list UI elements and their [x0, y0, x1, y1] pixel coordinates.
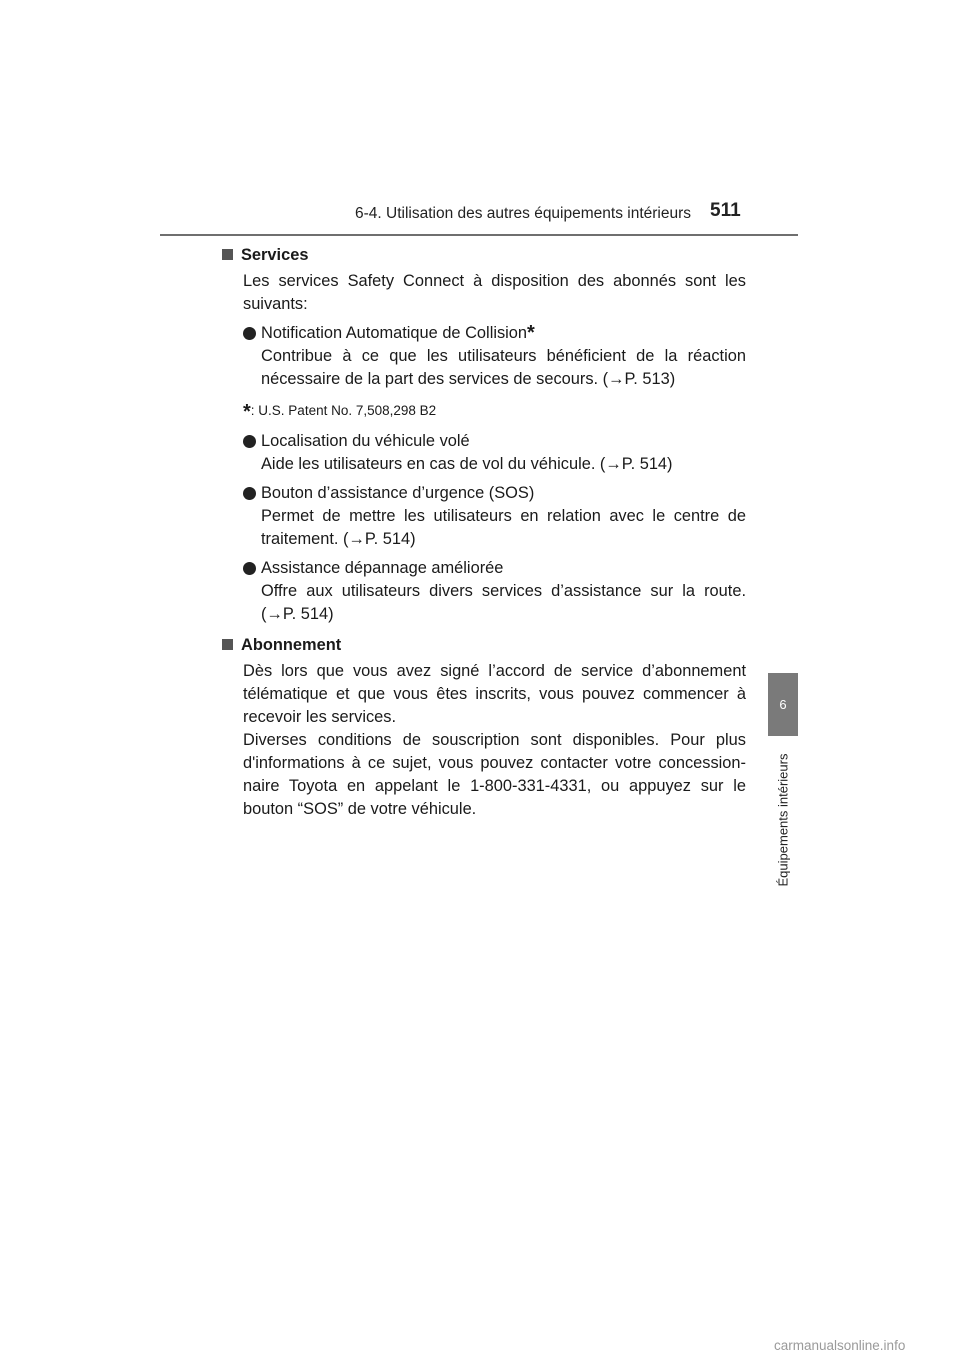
service-item-desc — [243, 580, 746, 626]
abonnement-line: bouton “SOS” de votre véhicule. — [243, 800, 477, 818]
service-item-title — [243, 482, 746, 505]
square-bullet-icon — [222, 249, 233, 260]
service-item-title — [243, 430, 746, 453]
abonnement-line: d'informations à ce sujet, vous pouvez contacter votre concession- — [243, 754, 746, 772]
service-item-desc — [243, 345, 746, 391]
footnote-text: : U.S. Patent No. 7,508,298 B2 — [250, 403, 437, 418]
section-heading-services — [222, 244, 746, 267]
footnote — [243, 399, 746, 424]
service-item-desc — [243, 505, 746, 551]
abonnement-line: naire Toyota en appelant le 1-800-331-4331, ou appuyez sur le — [243, 777, 746, 795]
watermark: carmanualsonline.info — [774, 1338, 906, 1353]
service-item-title — [243, 322, 746, 345]
service-item-desc-line: Permet de mettre les utilisateurs en relation avec le centre de — [261, 507, 746, 525]
round-bullet-icon — [243, 487, 256, 500]
abonnement-line: Dès lors que vous avez signé l’accord de service d’abonnement — [243, 662, 746, 680]
service-item-desc — [243, 453, 746, 476]
service-item-desc-line: nécessaire de la part des services de secours. (→P. 513) — [261, 370, 676, 388]
abonnement-line: Diverses conditions de souscription sont disponibles. Pour plus — [243, 731, 746, 749]
round-bullet-icon — [243, 562, 256, 575]
footnote-marker: * — [527, 322, 535, 344]
round-bullet-icon — [243, 435, 256, 448]
service-item-title-text: Assistance dépannage améliorée — [261, 559, 504, 577]
header-title: 6-4. Utilisation des autres équipements intérieurs — [355, 205, 692, 222]
chapter-label: Équipements intérieurs — [775, 753, 791, 887]
round-bullet-icon — [243, 327, 256, 340]
section-heading-text: Services — [241, 246, 309, 264]
service-item-title-text: Localisation du véhicule volé — [261, 432, 470, 450]
section-heading-text: Abonnement — [241, 636, 342, 654]
chapter-tab — [768, 673, 798, 736]
abonnement-line: recevoir les services. — [243, 708, 397, 726]
service-item-title — [243, 557, 746, 580]
service-item-title-text: Notification Automatique de Collision — [261, 324, 528, 342]
service-item-title-text: Bouton d’assistance d’urgence (SOS) — [261, 484, 535, 502]
service-item-desc-line: Contribue à ce que les utilisateurs bénéficient de la réaction — [261, 347, 746, 365]
service-item — [243, 557, 746, 626]
abonnement-line: télématique et que vous êtes inscrits, vous pouvez commencer à — [243, 685, 746, 703]
footnote-marker: * — [243, 401, 251, 423]
service-item-desc-line: Offre aux utilisateurs divers services d’assistance sur la route. — [261, 582, 746, 600]
service-item — [243, 322, 746, 391]
services-intro-line: suivants: — [243, 295, 308, 313]
service-item-desc-line: (→P. 514) — [261, 605, 334, 623]
header-rule — [160, 234, 798, 236]
service-item-desc-line: Aide les utilisateurs en cas de vol du véhicule. (→P. 514) — [261, 455, 673, 473]
chapter-number: 6 — [779, 697, 787, 712]
service-item-desc-line: traitement. (→P. 514) — [261, 530, 416, 548]
square-bullet-icon — [222, 639, 233, 650]
service-item — [243, 430, 746, 476]
service-item — [243, 482, 746, 551]
page-number: 511 — [710, 200, 741, 221]
section-heading-abonnement — [222, 634, 746, 657]
page-content — [222, 240, 746, 821]
services-intro-line: Les services Safety Connect à disposition des abonnés sont les — [243, 272, 746, 290]
